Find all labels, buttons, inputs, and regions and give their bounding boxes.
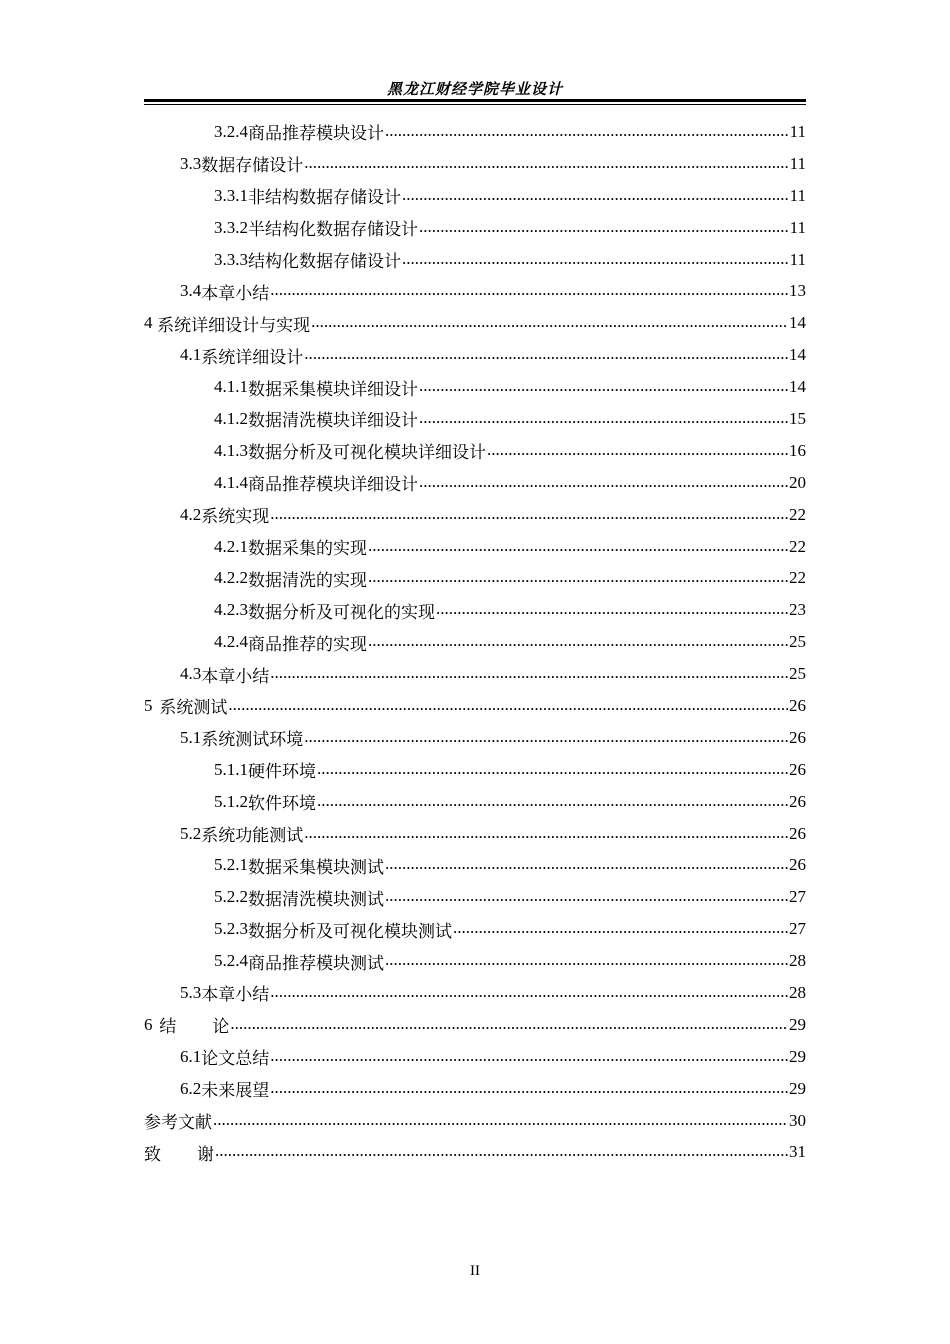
toc-entry-page: 29: [789, 1014, 806, 1034]
toc-entry-number: 5.1: [180, 727, 202, 747]
toc-entry[interactable]: [144, 1105, 806, 1137]
toc-entry[interactable]: [144, 244, 806, 276]
toc-entry-title: 本章小结: [201, 283, 270, 303]
toc-entry-title: 商品推荐的实现: [248, 634, 367, 654]
toc-entry-page: 13: [789, 281, 806, 301]
toc-entry-number: 5.2.2: [214, 887, 248, 907]
toc-entry[interactable]: [144, 435, 806, 467]
toc-entry[interactable]: [144, 722, 806, 754]
toc-entry-title: 数据采集的实现: [248, 539, 367, 559]
toc-entry[interactable]: [144, 499, 806, 531]
toc-entry-title: 论文总结: [201, 1049, 270, 1069]
toc-entry-page: 16: [789, 440, 806, 460]
toc-entry-title: 系统详细设计与实现: [157, 315, 311, 335]
toc-entry-page: 15: [789, 408, 806, 428]
toc-entry-number: 4.1.4: [214, 472, 248, 492]
toc-dot-leader: [311, 312, 788, 332]
toc-entry[interactable]: [144, 212, 806, 244]
toc-dot-leader: [419, 217, 789, 237]
toc-dot-leader: [270, 1078, 788, 1098]
toc-entry-number: 6.1: [180, 1046, 202, 1066]
toc-entry-title: 商品推荐模块设计: [248, 124, 384, 144]
toc-entry[interactable]: [144, 180, 806, 212]
toc-entry[interactable]: [144, 1137, 806, 1169]
toc-entry-title: 非结构数据存储设计: [248, 188, 401, 208]
toc-entry-title: 系统详细设计: [201, 347, 304, 367]
toc-dot-leader: [453, 918, 788, 938]
toc-dot-leader: [419, 472, 788, 492]
toc-entry-number: 4.2.2: [214, 568, 248, 588]
toc-dot-leader: [487, 440, 788, 460]
toc-entry-page: 11: [789, 217, 806, 237]
toc-entry-page: 14: [789, 377, 806, 397]
toc-entry[interactable]: [144, 467, 806, 499]
toc-entry[interactable]: [144, 1041, 806, 1073]
toc-dot-leader: [436, 599, 788, 619]
toc-entry[interactable]: [144, 626, 806, 658]
toc-dot-leader: [368, 631, 788, 651]
toc-entry[interactable]: [144, 849, 806, 881]
toc-entry[interactable]: [144, 786, 806, 818]
toc-entry-number: 5.3: [180, 982, 202, 1002]
toc-entry[interactable]: [144, 371, 806, 403]
toc-entry[interactable]: [144, 403, 806, 435]
toc-entry-page: 22: [789, 504, 806, 524]
toc-dot-leader: [215, 1141, 788, 1161]
toc-entry-title: 结论: [159, 1017, 266, 1037]
toc-entry[interactable]: [144, 945, 806, 977]
toc-entry-page: 31: [789, 1142, 806, 1162]
toc-entry-title: 数据清洗的实现: [248, 570, 367, 590]
toc-entry-number: 4.2.3: [214, 600, 248, 620]
toc-entry[interactable]: [144, 275, 806, 307]
toc-entry-number: 5.2: [180, 823, 202, 843]
toc-dot-leader: [419, 408, 788, 428]
page-header-title: 黑龙江财经学院毕业设计: [386, 80, 563, 98]
toc-entry-page: 28: [789, 982, 806, 1002]
toc-entry[interactable]: [144, 977, 806, 1009]
toc-entry-page: 26: [789, 823, 806, 843]
header-rule-thin: [144, 104, 806, 105]
toc-dot-leader: [304, 823, 788, 843]
toc-entry-page: 27: [789, 887, 806, 907]
toc-entry-number: 4.3: [180, 664, 202, 684]
toc-entry-page: 26: [789, 855, 806, 875]
toc-dot-leader: [304, 727, 788, 747]
toc-entry-title: 本章小结: [201, 666, 270, 686]
toc-dot-leader: [213, 1110, 788, 1130]
toc-entry-number: 4.1: [180, 345, 202, 365]
toc-dot-leader: [270, 663, 788, 683]
toc-entry-title: 硬件环境: [248, 762, 316, 782]
toc-dot-leader: [270, 1046, 788, 1066]
toc-dot-leader: [368, 536, 788, 556]
toc-entry-title: 数据分析及可视化模块测试: [248, 921, 452, 941]
toc-entry[interactable]: [144, 913, 806, 945]
toc-entry-number: 5.2.4: [214, 951, 248, 971]
toc-entry-title: 数据分析及可视化模块详细设计: [248, 443, 486, 463]
toc-entry-number: 4.2.1: [214, 536, 248, 556]
toc-entry-page: 14: [789, 313, 806, 333]
toc-entry-number: 4: [144, 313, 153, 333]
toc-entry-title: 半结构化数据存储设计: [248, 220, 418, 240]
toc-entry[interactable]: [144, 594, 806, 626]
toc-dot-leader: [385, 854, 788, 874]
toc-entry-page: 29: [789, 1046, 806, 1066]
toc-entry-page: 27: [789, 919, 806, 939]
toc-dot-leader: [317, 759, 788, 779]
toc-dot-leader: [228, 695, 788, 715]
toc-entry-number: 3.3.2: [214, 217, 248, 237]
toc-entry-page: 22: [789, 568, 806, 588]
toc-dot-leader: [385, 886, 788, 906]
toc-entry-number: 4.2.4: [214, 632, 248, 652]
toc-entry[interactable]: [144, 116, 806, 148]
toc-entry-title: 软件环境: [248, 794, 316, 814]
toc-entry-page: 30: [789, 1110, 806, 1130]
toc-entry-page: 26: [789, 791, 806, 811]
toc-entry[interactable]: [144, 1073, 806, 1105]
toc-entry-title: 结构化数据存储设计: [248, 252, 401, 271]
toc-entry-title: 系统测试环境: [201, 730, 304, 750]
toc-entry-number: 4.1.3: [214, 440, 248, 460]
toc-dot-leader: [385, 121, 789, 141]
toc-dot-leader: [368, 567, 788, 587]
toc-entry-title: 数据存储设计: [201, 156, 304, 176]
toc-entry[interactable]: [144, 658, 806, 690]
toc-entry-page: 25: [789, 664, 806, 684]
toc-entry-title: 致谢: [144, 1144, 250, 1164]
toc-entry[interactable]: [144, 754, 806, 786]
toc-entry-number: 3.2.4: [214, 121, 248, 141]
toc-dot-leader: [270, 280, 788, 300]
toc-entry-page: 11: [789, 249, 806, 269]
toc-entry[interactable]: [144, 562, 806, 594]
toc-entry-number: 5.1.1: [214, 759, 248, 779]
toc-entry-page: 26: [789, 695, 806, 715]
toc-entry-page: 26: [789, 727, 806, 747]
toc-dot-leader: [270, 504, 788, 524]
toc-entry[interactable]: [144, 690, 806, 722]
toc-entry-page: 11: [789, 153, 806, 173]
toc-entry-number: 3.4: [180, 281, 202, 301]
toc-dot-leader: [402, 185, 789, 205]
toc-entry-page: 29: [789, 1078, 806, 1098]
toc-entry-title: 系统功能测试: [201, 826, 304, 846]
toc-entry-page: 26: [789, 759, 806, 779]
toc-entry[interactable]: [144, 148, 806, 180]
toc-entry-number: 3.3.3: [214, 249, 248, 269]
toc-entry-page: 11: [789, 185, 806, 205]
toc-entry-title: 系统实现: [201, 507, 270, 527]
toc-entry-page: 23: [789, 600, 806, 620]
page-number: II: [470, 1263, 480, 1279]
toc-entry[interactable]: [144, 339, 806, 371]
toc-entry-number: 5.2.1: [214, 855, 248, 875]
toc-entry[interactable]: [144, 1009, 806, 1041]
toc-entry-title: 数据清洗模块测试: [248, 889, 384, 909]
toc-entry-number: 6.2: [180, 1078, 202, 1098]
toc-entry-title: 商品推荐模块测试: [248, 953, 384, 973]
toc-dot-leader: [385, 950, 788, 970]
toc-entry-title: 数据清洗模块详细设计: [248, 411, 418, 431]
toc-entry-number: 5.2.3: [214, 919, 248, 939]
toc-entry-title: 数据采集模块详细设计: [248, 379, 418, 399]
toc-entry[interactable]: [144, 881, 806, 913]
toc-entry-title: 商品推荐模块详细设计: [248, 475, 418, 495]
toc-dot-leader: [304, 153, 788, 173]
toc-dot-leader: [304, 344, 788, 364]
toc-entry-page: 22: [789, 536, 806, 556]
header-rule-thick: [144, 99, 806, 102]
toc-entry-title: 系统测试: [159, 698, 228, 718]
toc-dot-leader: [317, 791, 788, 811]
toc-entry-number: 3.3.1: [214, 185, 248, 205]
toc-entry-page: 20: [789, 472, 806, 492]
toc-dot-leader: [270, 982, 788, 1002]
toc-entry-page: 11: [789, 121, 806, 141]
toc-entry[interactable]: [144, 307, 806, 339]
toc-entry-page: 25: [789, 632, 806, 652]
toc-entry-number: 5: [144, 695, 153, 715]
toc-entry-page: 28: [789, 951, 806, 971]
toc-entry-number: 6: [144, 1014, 153, 1034]
toc-dot-leader: [419, 376, 788, 396]
toc-entry-number: 4.1.1: [214, 377, 248, 397]
toc-dot-leader: [230, 1014, 788, 1034]
toc-entry[interactable]: [144, 531, 806, 563]
toc-entry-number: 5.1.2: [214, 791, 248, 811]
toc-entry-title: 数据采集模块测试: [248, 857, 384, 877]
toc-entry-number: 4.1.2: [214, 408, 248, 428]
table-of-contents: [144, 116, 806, 1168]
toc-dot-leader: [402, 249, 789, 269]
toc-entry-number: 3.3: [180, 153, 202, 173]
toc-entry-title: 本章小结: [201, 985, 270, 1005]
toc-entry-title: 参考文献: [144, 1113, 212, 1133]
toc-entry[interactable]: [144, 818, 806, 850]
toc-entry-page: 14: [789, 345, 806, 365]
toc-entry-number: 4.2: [180, 504, 202, 524]
toc-entry-title: 未来展望: [201, 1081, 270, 1101]
toc-entry-title: 数据分析及可视化的实现: [248, 602, 435, 622]
